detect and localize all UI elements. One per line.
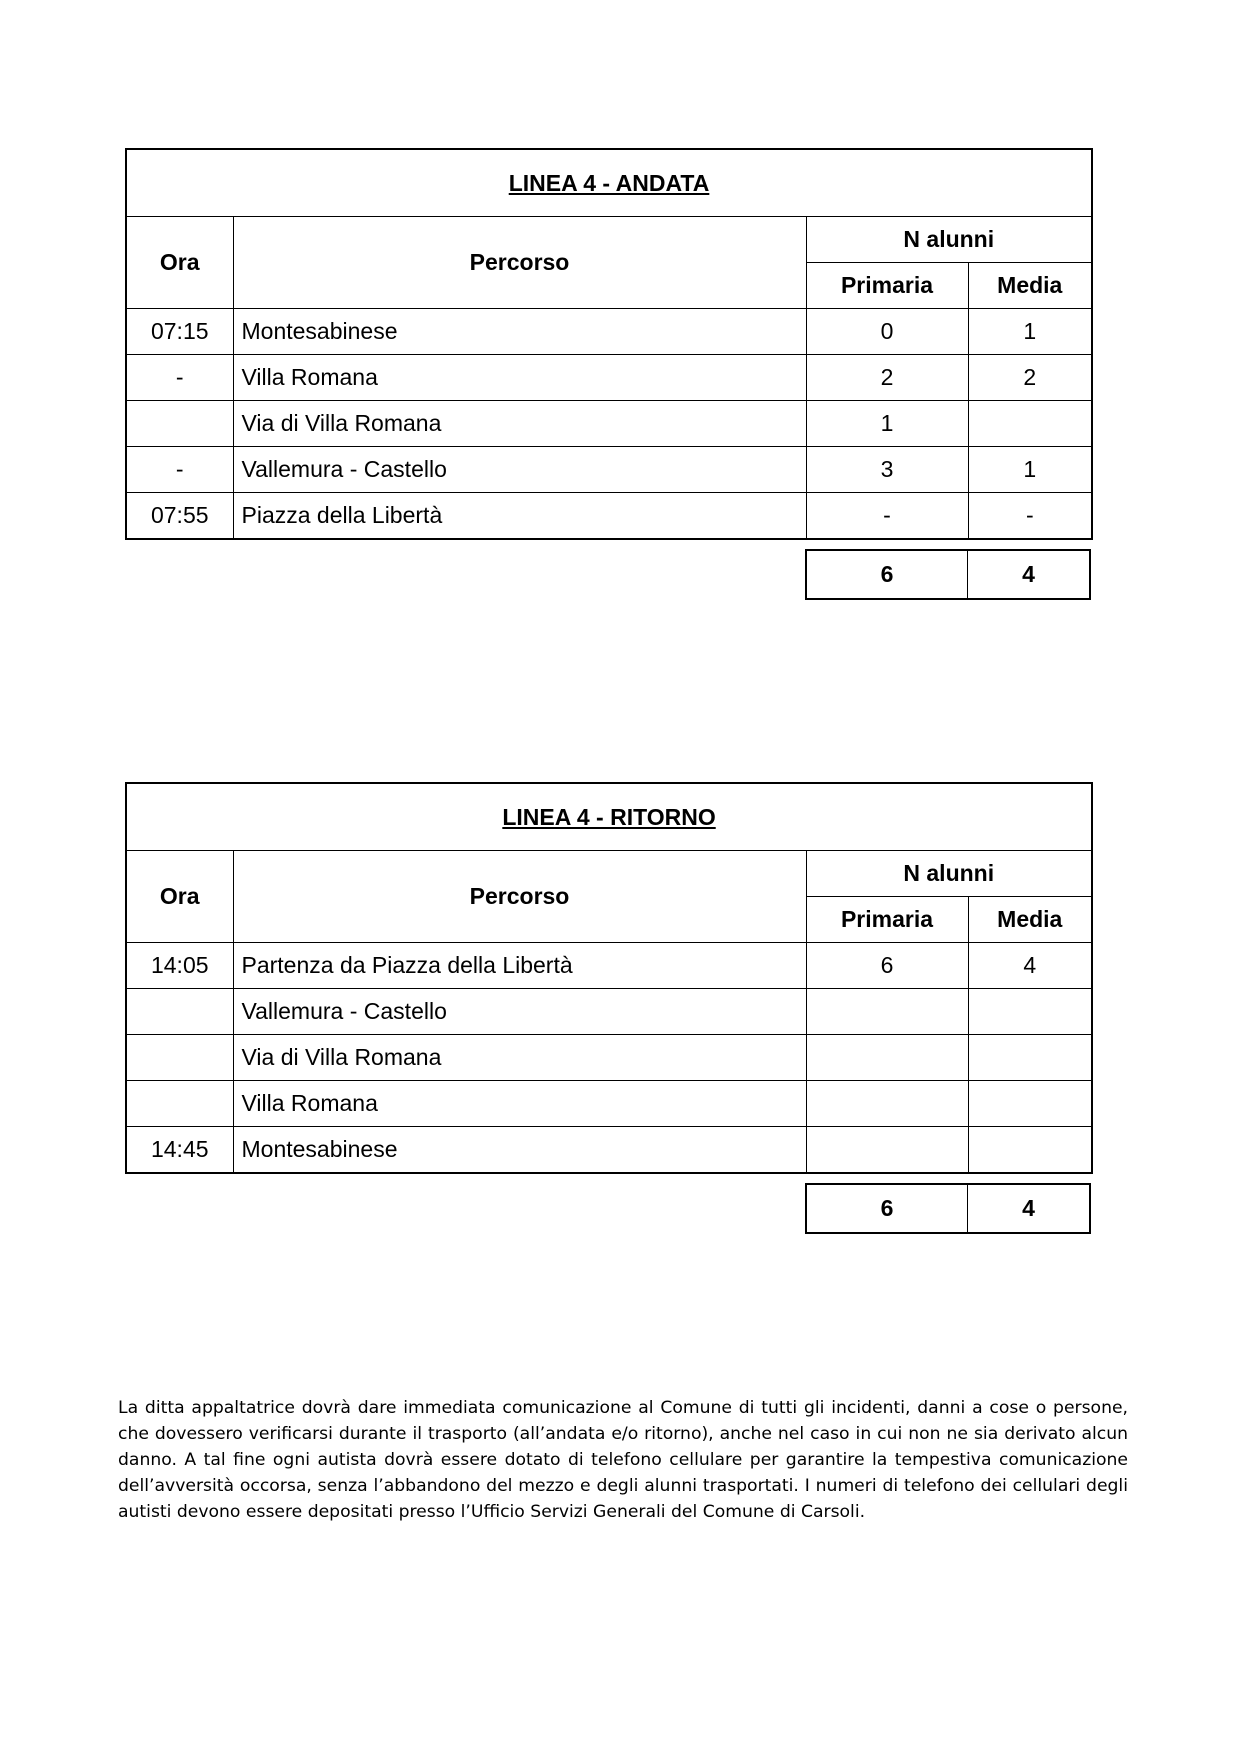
- cell-primaria: 0: [806, 309, 968, 355]
- table-row: [126, 989, 1092, 1035]
- cell-media: [968, 1127, 1092, 1174]
- header-n-alunni: N alunni: [806, 851, 1092, 897]
- cell-ora: [126, 1081, 233, 1127]
- cell-primaria: [806, 1035, 968, 1081]
- table-row: [126, 1127, 1092, 1174]
- table-row: [126, 1035, 1092, 1081]
- cell-primaria: [806, 1081, 968, 1127]
- andata-table: [125, 148, 1093, 540]
- table-row: [126, 401, 1092, 447]
- cell-primaria: 6: [806, 943, 968, 989]
- cell-primaria: [806, 989, 968, 1035]
- table-row: [126, 493, 1092, 540]
- andata-section: [125, 148, 1091, 600]
- header-percorso: Percorso: [233, 217, 806, 309]
- cell-media: 1: [968, 447, 1092, 493]
- cell-percorso: Montesabinese: [233, 309, 806, 355]
- cell-primaria: 3: [806, 447, 968, 493]
- table-row: [126, 943, 1092, 989]
- andata-totals: [805, 549, 1091, 600]
- table-row: [126, 309, 1092, 355]
- cell-media: [968, 401, 1092, 447]
- cell-media: -: [968, 493, 1092, 540]
- ritorno-totals: [805, 1183, 1091, 1234]
- cell-ora: [126, 401, 233, 447]
- cell-percorso: Partenza da Piazza della Libertà: [233, 943, 806, 989]
- header-n-alunni: N alunni: [806, 217, 1092, 263]
- header-percorso: Percorso: [233, 851, 806, 943]
- table-row: [126, 447, 1092, 493]
- cell-ora: -: [126, 355, 233, 401]
- cell-primaria: 2: [806, 355, 968, 401]
- cell-percorso: Vallemura - Castello: [233, 447, 806, 493]
- cell-ora: 07:15: [126, 309, 233, 355]
- notice-paragraph: La ditta appaltatrice dovrà dare immediata comunicazione al Comune di tutti gli incidenti, danni a cose o persone, che dovessero verificarsi durante il trasporto (all’andata e/o ritorno), anche nel caso in cui non ne sia derivato alcun danno. A tal fine ogni autista dovrà essere dotato di telefono cellulare per garantire la tempestiva comunicazione dell’avversità occorsa, senza l’abbandono del mezzo e degli alunni trasportati. I numeri di telefono dei cellulari degli autisti devono essere depositati presso l’Ufficio Servizi Generali del Comune di Carsoli.: [118, 1398, 1128, 1522]
- cell-media: [968, 989, 1092, 1035]
- ritorno-table: [125, 782, 1093, 1174]
- table-row: [126, 355, 1092, 401]
- cell-ora: 07:55: [126, 493, 233, 540]
- header-media: Media: [968, 897, 1092, 943]
- cell-percorso: Via di Villa Romana: [233, 1035, 806, 1081]
- cell-ora: -: [126, 447, 233, 493]
- cell-percorso: Vallemura - Castello: [233, 989, 806, 1035]
- cell-primaria: -: [806, 493, 968, 540]
- ritorno-title: LINEA 4 - RITORNO: [126, 783, 1092, 851]
- cell-ora: 14:05: [126, 943, 233, 989]
- cell-media: 1: [968, 309, 1092, 355]
- header-ora: Ora: [126, 217, 233, 309]
- total-primaria: 6: [806, 1184, 967, 1233]
- andata-title: LINEA 4 - ANDATA: [126, 149, 1092, 217]
- header-ora: Ora: [126, 851, 233, 943]
- header-media: Media: [968, 263, 1092, 309]
- cell-media: 2: [968, 355, 1092, 401]
- ritorno-section: [125, 782, 1091, 1234]
- cell-media: [968, 1035, 1092, 1081]
- cell-media: [968, 1081, 1092, 1127]
- cell-percorso: Montesabinese: [233, 1127, 806, 1174]
- cell-ora: 14:45: [126, 1127, 233, 1174]
- cell-primaria: 1: [806, 401, 968, 447]
- total-media: 4: [967, 550, 1090, 599]
- cell-ora: [126, 1035, 233, 1081]
- cell-percorso: Villa Romana: [233, 1081, 806, 1127]
- header-primaria: Primaria: [806, 263, 968, 309]
- cell-percorso: Via di Villa Romana: [233, 401, 806, 447]
- cell-ora: [126, 989, 233, 1035]
- total-media: 4: [967, 1184, 1090, 1233]
- cell-percorso: Piazza della Libertà: [233, 493, 806, 540]
- table-row: [126, 1081, 1092, 1127]
- total-primaria: 6: [806, 550, 967, 599]
- header-primaria: Primaria: [806, 897, 968, 943]
- cell-primaria: [806, 1127, 968, 1174]
- cell-media: 4: [968, 943, 1092, 989]
- cell-percorso: Villa Romana: [233, 355, 806, 401]
